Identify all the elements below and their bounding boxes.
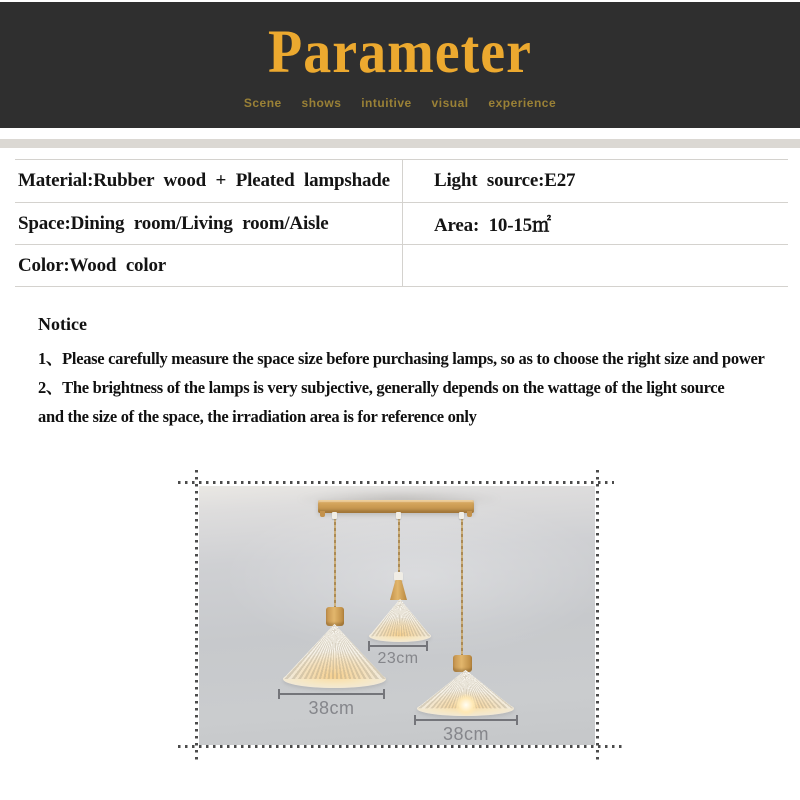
notice-line-2: 2、The brightness of the lamps is very subjective, generally depends on the wattage of the light source — [38, 378, 725, 397]
notice-section — [38, 314, 790, 431]
light-bulb-glow — [455, 694, 477, 716]
page-title: Parameter — [268, 17, 532, 87]
dimension-38cm-right-label: 38cm — [442, 724, 489, 744]
spec-row-space — [15, 203, 788, 245]
dimension-38cm-left-label: 38cm — [308, 698, 355, 718]
notice-line-3: and the size of the space, the irradiation area is for reference only — [38, 407, 477, 426]
dimension-23cm — [368, 645, 428, 668]
wood-socket-middle — [390, 580, 407, 600]
cord-connector-right — [459, 512, 464, 519]
parameter-header — [0, 2, 800, 128]
dotted-frame-right — [596, 470, 599, 760]
pendant-cord-middle — [398, 513, 400, 573]
spec-cell-color: Color:Wood color — [18, 254, 166, 276]
lampshade-middle — [369, 599, 431, 643]
spec-cell-space: Space:Dining room/Living room/Aisle — [18, 212, 329, 234]
spec-row-color — [15, 245, 788, 287]
spec-cell-empty — [402, 245, 788, 286]
dimension-23cm-label: 23cm — [377, 650, 419, 667]
spec-cell-area: Area: 10-15㎡ — [402, 203, 788, 244]
spec-table — [15, 159, 788, 287]
spec-cell-material: Material:Rubber wood + Pleated lampshade — [18, 170, 390, 191]
pendant-cord-right — [461, 513, 463, 655]
pendant-cord-left — [334, 513, 336, 607]
dotted-frame-top — [178, 481, 614, 484]
notice-line-1: 1、Please carefully measure the space size before purchasing lamps, so as to choose the right size and power — [38, 349, 765, 368]
dotted-frame-left — [195, 470, 198, 760]
cord-connector-left — [332, 512, 337, 519]
lampshade-right — [417, 670, 514, 718]
spec-cell-light-source: Light source:E27 — [402, 160, 788, 202]
dimension-38cm-right — [414, 719, 518, 745]
notice-title: Notice — [38, 314, 87, 334]
cord-connector-middle — [396, 512, 401, 519]
dimension-38cm-left — [278, 693, 385, 719]
page-subtitle: Scene shows intuitive visual experience — [243, 96, 557, 110]
cord-cap-middle — [394, 572, 403, 581]
product-photo — [199, 486, 595, 745]
spec-row-material — [15, 160, 788, 203]
section-divider-band — [0, 139, 800, 148]
dotted-frame-bottom — [178, 745, 622, 748]
